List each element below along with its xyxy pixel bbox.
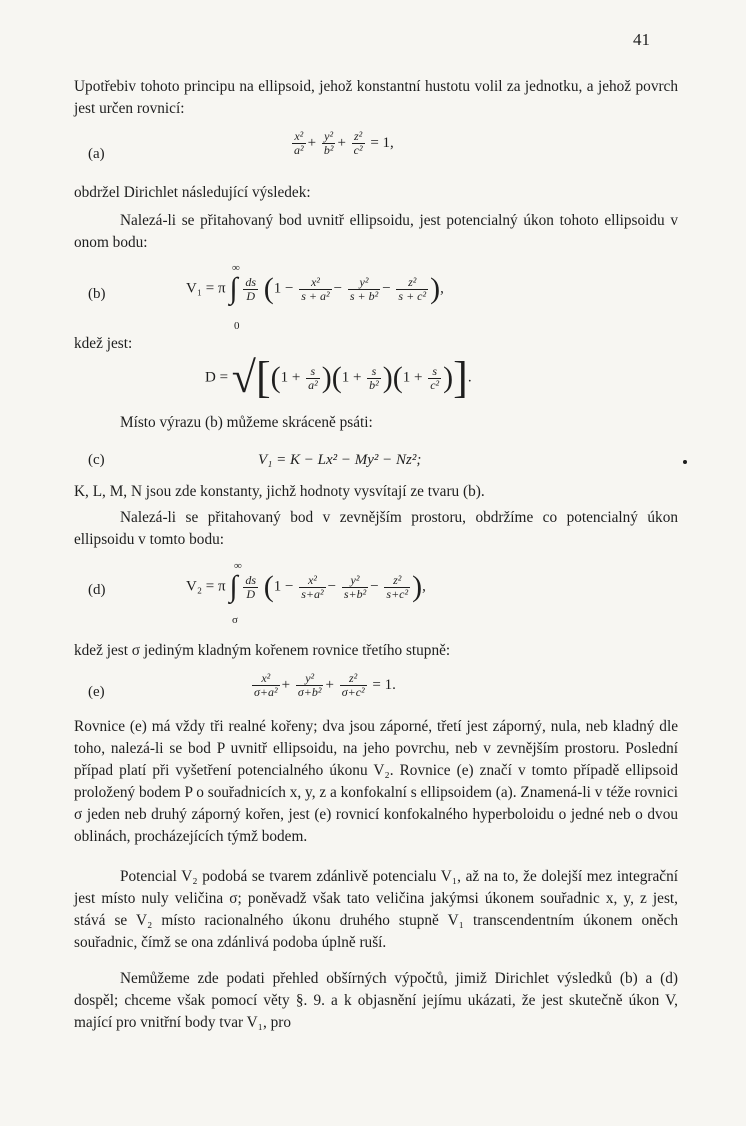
equation-D: D = √[(1 + $\frac{s}{\text{a²}}$ )(1 + $\frac{s}{\text{b²}}$ )(1 + $\frac{s}{\text{c²}}$ )]. bbox=[205, 353, 472, 402]
integral-sign: ∫ bbox=[229, 570, 238, 603]
equation-d: V₂ = π ∫ $\frac{ds}{D}$ (1 − $\frac{\text{x²}}{\text{s+a²}}$ − $\frac{\text{y²}}{\text{s+b²}}$ − $\frac{\text{z²}}{\text{s+c²}}$ ), bbox=[186, 570, 426, 603]
equation-label-c: (c) bbox=[88, 452, 105, 468]
final-paragraph: Nemůžeme zde podati přehled obšírných výpočtů, jimiž Dirichlet výsledků (b) a (d) dospěl; chceme však pomocí věty §. 9. a k objasnění jejímu ukázati, že jest skutečně úkon V, mající pro vnitřní body tvar V₁, pro bbox=[74, 970, 678, 1031]
ink-dot bbox=[683, 460, 687, 464]
equation-b-lhs: V₁ = π bbox=[186, 280, 226, 297]
potential-paragraph: Potencial V₂ podobá se tvarem zdánlivě potencialu V₁, až na to, že dolejší mez integrační jest místo nuly veličina σ; poněvadž však tato veličina jakýmsi úkonem souřadnic x, y, z jest, stává se V₂ místo racionalného úkonu druhého stupně V₁ transcendentním úkonem oněch souřadnic, čímž se ona zdánlivá podoba úplně ruší. bbox=[74, 868, 678, 951]
equation-e: $\frac{\text{x²}}{\text{σ+a²}}$ + $\frac{\text{y²}}{\text{σ+b²}}$ + $\frac{\text{z²}}{\text{σ+c²}}$ = 1. bbox=[254, 671, 396, 699]
intro-paragraph: Upotřebiv tohoto principu na ellipsoid, jehož konstantní hustotu volil za jednotku, a jehož povrch jest určen rovnicí: bbox=[74, 78, 678, 117]
equation-b: V₁ = π ∫ $\frac{ds}{D}$ (1 − $\frac{\text{x²}}{\text{s + a²}}$ − $\frac{\text{y²}}{\text{s + b²}}$ − $\frac{\text{z²}}{\text{s + c²}}$ ), bbox=[186, 272, 444, 305]
equation-a-rhs: = 1, bbox=[370, 134, 394, 151]
inside-paragraph: Nalezá-li se přitahovaný bod uvnitř ellipsoidu, jest potencialný úkon tohoto ellipsoidu v onom bodu: bbox=[74, 212, 678, 251]
sigma-paragraph: kdež jest σ jediným kladným kořenem rovnice třetího stupně: bbox=[74, 642, 451, 659]
where-label: kdež jest: bbox=[74, 335, 133, 352]
roots-paragraph: Rovnice (e) má vždy tři realné kořeny; dva jsou záporné, třetí jest záporný, nula, neb kladný dle toho, nalezá-li se bod P uvnitř ellipsoidu, na jeho povrchu, neb v zevnějším prostoru. Poslední případ platí při vyšetření potencialného úkonu V₂. Rovnice (e) značí v tomto případě ellipsoid proložený bodem P o souřadnicích x, y, z a konfokalní s ellipsoidem (a). Znamená-li v téže rovnici σ jeden neb druhý záporný kořen, jest (e) rovnicí konfokalného hyperboloidu o jedné neb o dvou oblinách, procházejících týmž bodem. bbox=[74, 718, 678, 845]
result-line: obdržel Dirichlet následující výsledek: bbox=[74, 184, 311, 201]
equation-D-lhs: D = bbox=[205, 369, 229, 386]
outside-paragraph: Nalezá-li se přitahovaný bod v zevnějším prostoru, obdržíme co potencialný úkon ellipsoidu v tomto bodu: bbox=[74, 509, 678, 548]
integral-lower-limit-d: σ bbox=[232, 614, 238, 626]
integral-upper-limit-d: ∞ bbox=[234, 560, 242, 572]
integral-upper-limit-b: ∞ bbox=[232, 262, 240, 274]
equation-label-e: (e) bbox=[88, 684, 105, 700]
integral-lower-limit-b: 0 bbox=[234, 320, 240, 332]
equation-a: $\frac{\text{x²}}{\text{a²}}$ + $\frac{\text{y²}}{\text{b²}}$ + $\frac{\text{z²}}{\text{c²}}$ = 1, bbox=[294, 129, 394, 157]
integral-sign: ∫ bbox=[229, 272, 238, 305]
page-number: 41 bbox=[633, 30, 650, 49]
equation-label-d: (d) bbox=[88, 582, 106, 598]
equation-e-rhs: = 1. bbox=[372, 676, 396, 693]
constants-paragraph: K, L, M, N jsou zde konstanty, jichž hodnoty vysvítají ze tvaru (b). bbox=[74, 483, 485, 500]
equation-label-a: (a) bbox=[88, 146, 105, 162]
equation-c: V₁ = K − Lx² − My² − Nz²; bbox=[258, 452, 422, 468]
equation-d-lhs: V₂ = π bbox=[186, 578, 226, 595]
instead-paragraph: Místo výrazu (b) můžeme skráceně psáti: bbox=[120, 414, 373, 431]
equation-label-b: (b) bbox=[88, 286, 106, 302]
